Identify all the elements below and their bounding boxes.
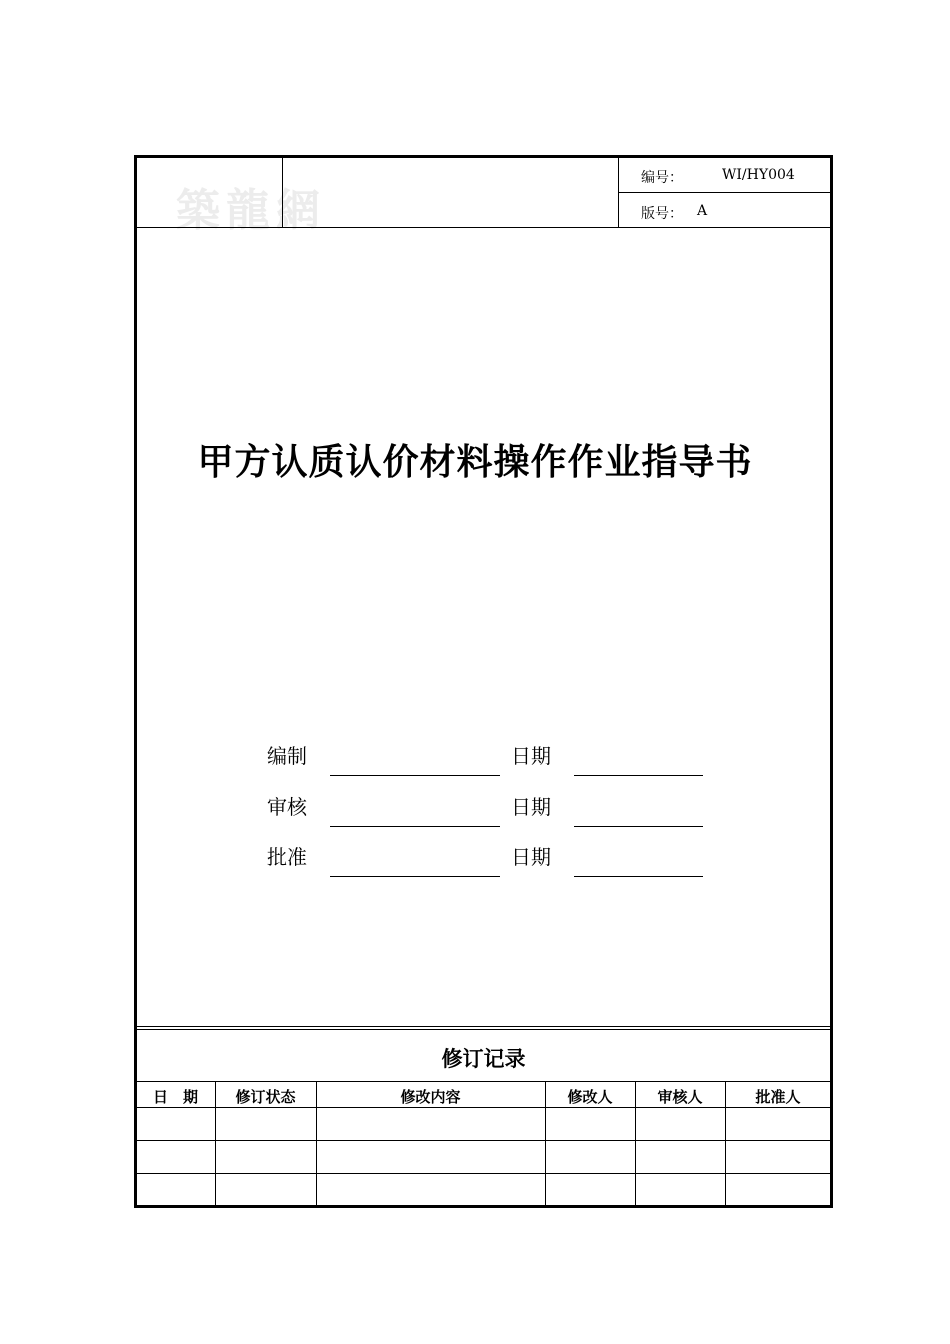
revision-col-divider: [545, 1081, 546, 1206]
revision-title-rule: [136, 1081, 831, 1082]
header-divider-left: [282, 157, 283, 228]
signoff-approve-label: 批准: [267, 845, 307, 869]
revision-col-approver: 批准人: [755, 1088, 801, 1106]
revision-record-title: 修订记录: [441, 1047, 526, 1071]
revision-col-status: 修订状态: [235, 1088, 296, 1106]
signoff-approve-date-label: 日期: [511, 845, 551, 869]
revision-top-rule-1: [136, 1026, 831, 1027]
revision-top-rule-2: [136, 1029, 831, 1030]
revision-col-divider: [316, 1081, 317, 1206]
doc-code-label: 编号：: [641, 170, 683, 186]
revision-col-divider: [635, 1081, 636, 1206]
signoff-review-date-line: [574, 826, 703, 827]
table-row: [136, 1140, 831, 1141]
signoff-compile-label: 编制: [267, 744, 307, 768]
doc-code-value: WI/HY004: [722, 167, 795, 183]
doc-version-value: A: [697, 203, 708, 219]
revision-col-divider: [215, 1081, 216, 1206]
header-mid-rule: [618, 192, 831, 193]
revision-col-modifier: 修改人: [567, 1088, 613, 1106]
revision-col-content: 修改内容: [400, 1088, 461, 1106]
signoff-review-label: 审核: [267, 795, 307, 819]
header-bottom-rule: [136, 227, 831, 228]
revision-header-rule: [136, 1107, 831, 1108]
revision-col-date: 日 期: [152, 1088, 198, 1106]
watermark-logo: 築龍網: [176, 185, 326, 236]
signoff-compile-date-label: 日期: [511, 744, 551, 768]
signoff-approve-date-line: [574, 876, 703, 877]
signoff-compile-date-line: [574, 775, 703, 776]
revision-col-divider: [725, 1081, 726, 1206]
signoff-review-date-label: 日期: [511, 795, 551, 819]
document-title: 甲方认质认价材料操作作业指导书: [197, 442, 753, 483]
doc-version-label: 版号：: [641, 206, 683, 222]
signoff-review-line: [330, 826, 500, 827]
signoff-compile-line: [330, 775, 500, 776]
signoff-approve-line: [330, 876, 500, 877]
table-row: [136, 1173, 831, 1174]
revision-col-reviewer: 审核人: [657, 1088, 703, 1106]
